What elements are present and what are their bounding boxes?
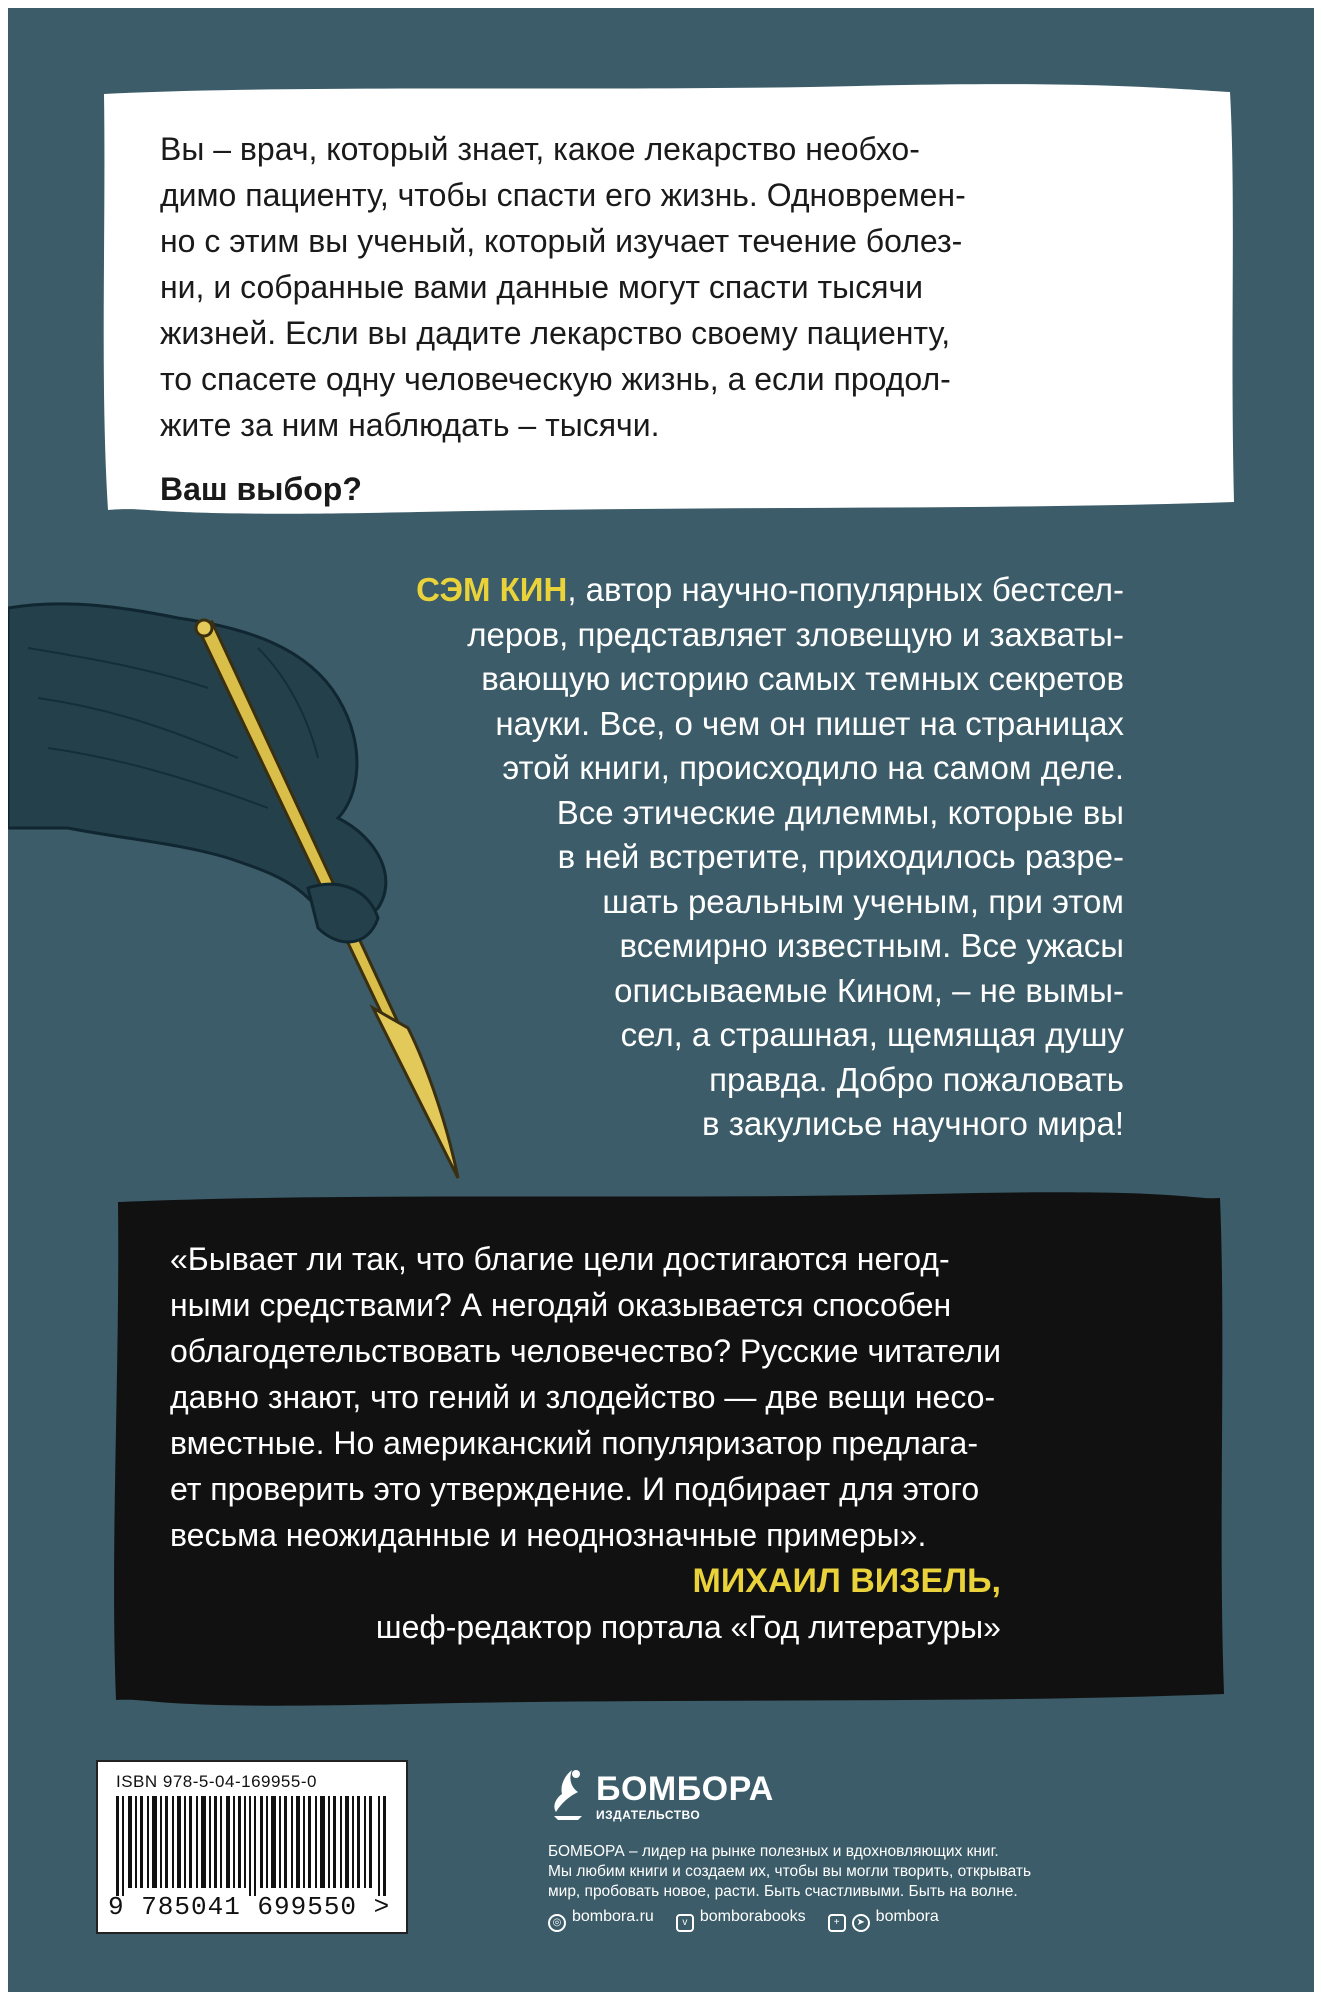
description-line: всемирно известным. Все ужасы: [619, 927, 1124, 964]
quote-line: вместные. Но американский популяризатор предлага-: [170, 1425, 978, 1461]
description-line: науки. Все, о чем он пишет на страницах: [495, 704, 1124, 742]
website-label: bombora.ru: [572, 1908, 654, 1925]
tagline-line: мир, пробовать новое, расти. Быть счастливыми. Быть на волне.: [548, 1883, 1018, 1900]
publisher-links: [548, 1908, 939, 1932]
quote-line: давно знают, что гений и злодейство — две вещи несо-: [170, 1379, 996, 1415]
publisher-name: БОМБОРА: [596, 1770, 774, 1808]
vk-icon: v: [676, 1914, 694, 1932]
vk-label: bomborabooks: [699, 1908, 806, 1925]
barcode-bars: [116, 1796, 388, 1896]
tagline-line: Мы любим книги и создаем их, чтобы вы могли творить, открывать: [548, 1863, 1032, 1880]
book-back-cover: [8, 8, 1314, 1992]
telegram-icon: ➤: [852, 1914, 870, 1932]
description-line: шать реальным ученым, при этом: [602, 882, 1124, 920]
intro-question: Ваш выбор?: [160, 471, 362, 507]
plus-icon: +: [828, 1914, 846, 1932]
description-line: описываемые Кином, – не вымы-: [614, 971, 1124, 1009]
description-line: леров, представляет зловещую и захваты-: [467, 615, 1124, 653]
quote-panel: [108, 1188, 1228, 1708]
description-line: правда. Добро пожаловать: [709, 1060, 1124, 1098]
intro-line: жите за ним наблюдать – тысячи.: [160, 407, 660, 443]
quote-line: облагодетельствовать человечество? Русские читатели: [170, 1333, 1001, 1369]
intro-line: ни, и собранные вами данные могут спасти тысячи: [160, 269, 923, 305]
description-line: в ней встретите, приходилось разре-: [557, 838, 1124, 875]
description-line: вающую историю самых темных секретов: [481, 660, 1124, 697]
publisher-tagline: [548, 1842, 1031, 1902]
intro-line: но с этим вы ученый, который изучает течение болез-: [160, 223, 963, 259]
social-label: bombora: [875, 1908, 939, 1925]
description-first-line: , автор научно-популярных бестсел-: [567, 571, 1124, 608]
intro-line: димо пациенту, чтобы спасти его жизнь. Одновремен-: [160, 177, 966, 213]
quote-line: «Бывает ли так, что благие цели достигаются негод-: [170, 1241, 950, 1277]
quote-author: МИХАИЛ ВИЗЕЛЬ,: [692, 1562, 1001, 1600]
description-line: этой книги, происходило на самом деле.: [502, 749, 1124, 786]
intro-panel: [98, 82, 1238, 514]
publisher-subtitle: ИЗДАТЕЛЬСТВО: [596, 1808, 701, 1822]
description-line: в закулисье научного мира!: [702, 1105, 1124, 1142]
intro-line: Вы – врач, который знает, какое лекарство необхо-: [160, 131, 920, 167]
quote-line: весьма неожиданные и неоднозначные примеры».: [170, 1517, 927, 1553]
bombora-logo-icon: [548, 1766, 588, 1822]
description-line: сел, а страшная, щемящая душу: [620, 1016, 1124, 1053]
barcode-digits: 9 785041 699550 >: [108, 1892, 391, 1922]
isbn-number: ISBN 978-5-04-169955-0: [116, 1772, 317, 1791]
author-name: СЭМ КИН: [416, 571, 568, 608]
description-line: Все этические дилеммы, которые вы: [556, 793, 1124, 831]
description-line: [416, 568, 1124, 613]
intro-line: то спасете одну человеческую жизнь, а если продол-: [160, 361, 951, 397]
quote-line: ет проверить это утверждение. И подбирает для этого: [170, 1471, 980, 1507]
social-link[interactable]: [828, 1908, 939, 1932]
quote-line: ными средствами? А негодяй оказывается способен: [170, 1287, 952, 1323]
isbn-barcode: [96, 1760, 408, 1934]
tagline-line: БОМБОРА – лидер на рынке полезных и вдохновляющих книг.: [548, 1843, 999, 1860]
vk-link[interactable]: [676, 1908, 806, 1932]
globe-icon: ◎: [548, 1914, 566, 1932]
intro-line: жизней. Если вы дадите лекарство своему пациенту,: [160, 315, 951, 351]
quote-author-role: шеф-редактор портала «Год литературы»: [375, 1609, 1001, 1645]
website-link[interactable]: [548, 1908, 654, 1932]
author-description: [416, 568, 1124, 1147]
